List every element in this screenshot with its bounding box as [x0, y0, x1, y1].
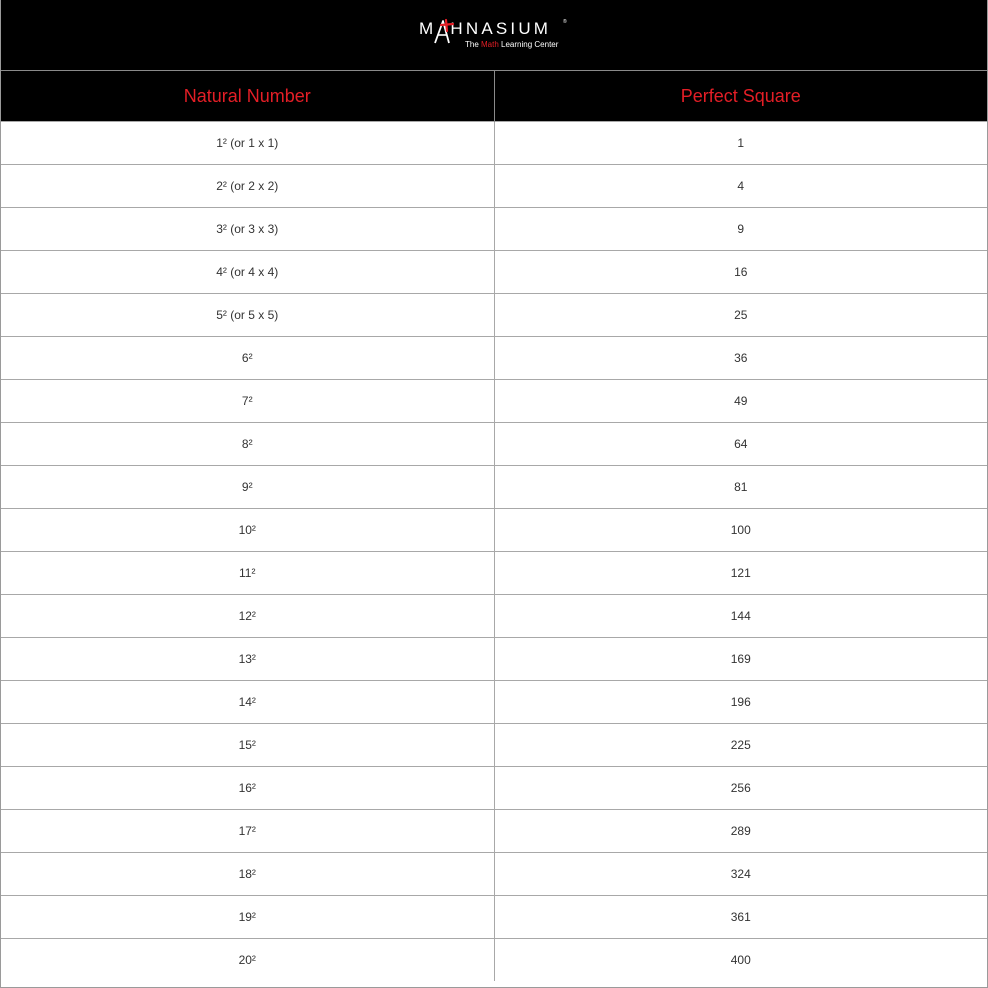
table-row	[1, 251, 987, 294]
natural-number-cell: 16²	[1, 767, 494, 810]
perfect-square-cell: 225	[494, 724, 987, 767]
perfect-square-cell: 196	[494, 681, 987, 724]
natural-number-cell: 10²	[1, 509, 494, 552]
perfect-square-cell: 100	[494, 509, 987, 552]
logo-wordmark-start: M	[419, 19, 437, 38]
table-row	[1, 552, 987, 595]
table-body	[1, 122, 987, 982]
perfect-square-cell: 144	[494, 595, 987, 638]
perfect-square-cell: 169	[494, 638, 987, 681]
perfect-square-cell: 1	[494, 122, 987, 165]
table-row	[1, 208, 987, 251]
table-row	[1, 466, 987, 509]
table-row	[1, 724, 987, 767]
logo-tagline	[465, 40, 558, 49]
table-row	[1, 810, 987, 853]
table-row	[1, 939, 987, 982]
table-row	[1, 337, 987, 380]
natural-number-cell: 14²	[1, 681, 494, 724]
perfect-square-cell: 256	[494, 767, 987, 810]
tagline-accent: Math	[481, 40, 499, 49]
logo-trademark: ®	[563, 19, 567, 25]
perfect-square-cell: 9	[494, 208, 987, 251]
mathnasium-logo	[419, 15, 569, 55]
table-row	[1, 595, 987, 638]
natural-number-cell: 18²	[1, 853, 494, 896]
natural-number-cell: 13²	[1, 638, 494, 681]
logo-a-plus-icon	[432, 17, 458, 45]
perfect-square-cell: 16	[494, 251, 987, 294]
table-row	[1, 122, 987, 165]
natural-number-cell: 3² (or 3 x 3)	[1, 208, 494, 251]
brand-header	[1, 0, 987, 71]
perfect-squares-table	[1, 71, 987, 981]
table-row	[1, 767, 987, 810]
table-row	[1, 638, 987, 681]
perfect-square-header: Perfect Square	[494, 71, 987, 122]
perfect-square-cell: 324	[494, 853, 987, 896]
natural-number-header: Natural Number	[1, 71, 494, 122]
table-row	[1, 423, 987, 466]
natural-number-cell: 15²	[1, 724, 494, 767]
perfect-square-cell: 400	[494, 939, 987, 982]
natural-number-cell: 1² (or 1 x 1)	[1, 122, 494, 165]
logo-wordmark-end: HNASIUM	[450, 19, 552, 38]
natural-number-cell: 2² (or 2 x 2)	[1, 165, 494, 208]
perfect-square-cell: 49	[494, 380, 987, 423]
perfect-square-cell: 4	[494, 165, 987, 208]
table-row	[1, 294, 987, 337]
perfect-square-cell: 289	[494, 810, 987, 853]
table-header-row	[1, 71, 987, 122]
natural-number-cell: 12²	[1, 595, 494, 638]
natural-number-cell: 20²	[1, 939, 494, 982]
table-row	[1, 853, 987, 896]
tagline-end: Learning Center	[498, 40, 559, 49]
natural-number-cell: 19²	[1, 896, 494, 939]
natural-number-cell: 7²	[1, 380, 494, 423]
table-row	[1, 509, 987, 552]
natural-number-cell: 5² (or 5 x 5)	[1, 294, 494, 337]
natural-number-cell: 8²	[1, 423, 494, 466]
perfect-square-cell: 81	[494, 466, 987, 509]
natural-number-cell: 9²	[1, 466, 494, 509]
perfect-square-cell: 25	[494, 294, 987, 337]
natural-number-cell: 6²	[1, 337, 494, 380]
perfect-square-cell: 121	[494, 552, 987, 595]
perfect-square-cell: 36	[494, 337, 987, 380]
natural-number-cell: 4² (or 4 x 4)	[1, 251, 494, 294]
table-row	[1, 896, 987, 939]
table-row	[1, 165, 987, 208]
natural-number-cell: 17²	[1, 810, 494, 853]
natural-number-cell: 11²	[1, 552, 494, 595]
perfect-square-cell: 64	[494, 423, 987, 466]
perfect-square-cell: 361	[494, 896, 987, 939]
table-row	[1, 681, 987, 724]
table-row	[1, 380, 987, 423]
tagline-start: The	[465, 40, 482, 49]
